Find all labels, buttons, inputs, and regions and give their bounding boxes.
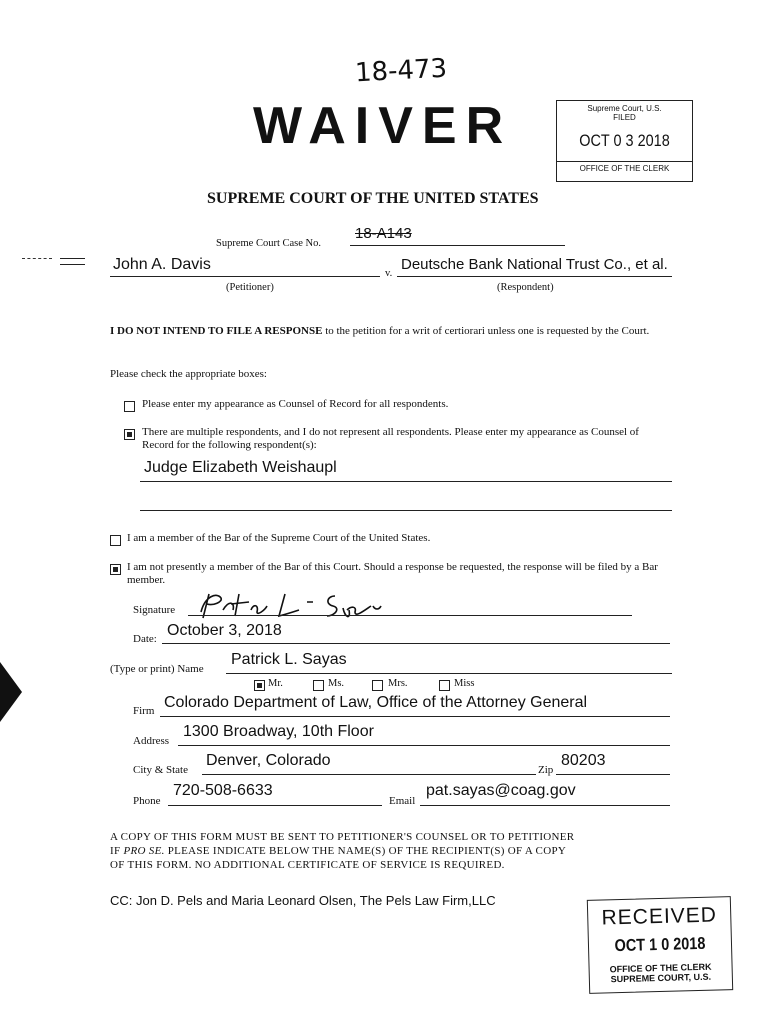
title-mr-label: Mr.	[268, 678, 283, 689]
cc-line: CC: Jon D. Pels and Maria Leonard Olsen, The Pels Law Firm,LLC	[110, 893, 496, 908]
name-value[interactable]: Patrick L. Sayas	[231, 651, 347, 668]
address-label: Address	[133, 735, 170, 747]
copy-notice-line-2	[110, 844, 680, 858]
margin-mark	[60, 258, 85, 259]
respondent-represented-line-2	[140, 510, 672, 511]
petitioner-label: (Petitioner)	[226, 282, 274, 293]
filed-stamp-court: Supreme Court, U.S.	[587, 104, 662, 113]
margin-mark	[22, 258, 52, 259]
name-line	[226, 673, 672, 674]
intro-paragraph	[110, 324, 675, 338]
firm-label: Firm	[133, 705, 155, 717]
respondent-line	[397, 276, 672, 277]
copy-notice-line-1: A COPY OF THIS FORM MUST BE SENT TO PETITIONER'S COUNSEL OR TO PETITIONER	[110, 831, 575, 843]
signature-line	[188, 615, 632, 616]
email-label: Email	[389, 795, 416, 807]
versus-label: v.	[385, 268, 393, 279]
title-ms-label: Ms.	[328, 678, 345, 689]
name-label: (Type or print) Name	[110, 663, 204, 675]
copy-notice-line-3: OF THIS FORM. NO ADDITIONAL CERTIFICATE OF SERVICE IS REQUIRED.	[110, 859, 505, 871]
respondent-represented[interactable]: Judge Elizabeth Weishaupl	[144, 459, 337, 476]
court-name: SUPREME COURT OF THE UNITED STATES	[207, 190, 539, 207]
phone-label: Phone	[133, 795, 161, 807]
date-line	[162, 643, 670, 644]
petitioner-line	[110, 276, 380, 277]
not-bar-member-label: I am not presently a member of the Bar of this Court. Should a response be requested, the response will be filed by a Bar member.	[127, 561, 658, 586]
not-bar-member-checkbox[interactable]	[110, 564, 121, 575]
received-stamp-date: OCT 1 0 2018	[614, 933, 706, 956]
title-mrs-label: Mrs.	[388, 678, 408, 689]
filed-stamp-office: OFFICE OF THE CLERK	[557, 161, 692, 173]
date-label: Date:	[133, 633, 157, 645]
firm-line	[160, 716, 670, 717]
zip-line	[556, 774, 670, 775]
city-value[interactable]: Denver, Colorado	[206, 752, 331, 769]
case-number-label: Supreme Court Case No.	[216, 238, 321, 249]
petitioner-name: John A. Davis	[113, 256, 211, 273]
copy-notice-rest: PLEASE INDICATE BELOW THE NAME(S) OF THE RECIPIENT(S) OF A COPY	[164, 845, 567, 857]
scan-artifact	[0, 662, 22, 722]
option-multiple-respondents-label: There are multiple respondents, and I do not represent all respondents. Please enter my appearance as Counsel of Record for the following respondent(s):	[142, 426, 639, 451]
filed-stamp-filed: FILED	[613, 113, 636, 122]
email-line	[420, 805, 670, 806]
page-title: WAIVER	[253, 97, 513, 155]
address-line	[178, 745, 670, 746]
copy-notice-pro-se: PRO SE.	[123, 845, 165, 857]
received-stamp-title: RECEIVED	[601, 903, 718, 930]
city-label: City & State	[133, 764, 188, 776]
title-mr-checkbox[interactable]	[254, 680, 265, 691]
intro-rest: to the petition for a writ of certiorari unless one is requested by the Court.	[322, 325, 650, 337]
margin-mark	[60, 264, 85, 265]
title-miss-label: Miss	[454, 678, 475, 689]
phone-value[interactable]: 720-508-6633	[173, 782, 273, 799]
respondent-represented-line	[140, 481, 672, 482]
copy-notice-if: IF	[110, 845, 124, 857]
title-miss-checkbox[interactable]	[439, 680, 450, 691]
case-number-line	[350, 245, 565, 246]
email-value[interactable]: pat.sayas@coag.gov	[426, 782, 576, 799]
bar-member-checkbox[interactable]	[110, 535, 121, 546]
filed-stamp	[556, 100, 693, 182]
title-ms-checkbox[interactable]	[313, 680, 324, 691]
date-value[interactable]: October 3, 2018	[167, 622, 282, 639]
received-stamp-office: OFFICE OF THE CLERK	[609, 961, 712, 975]
firm-value[interactable]: Colorado Department of Law, Office of the Attorney General	[164, 694, 588, 711]
filed-stamp-date: OCT 0 3 2018	[579, 131, 670, 150]
option-multiple-respondents-checkbox[interactable]	[124, 429, 135, 440]
address-value[interactable]: 1300 Broadway, 10th Floor	[183, 723, 374, 740]
handwritten-case-number: 18-473	[354, 53, 448, 89]
intro-bold: I DO NOT INTEND TO FILE A RESPONSE	[110, 325, 323, 337]
signature-image	[195, 588, 385, 626]
title-mrs-checkbox[interactable]	[372, 680, 383, 691]
zip-label: Zip	[538, 764, 554, 776]
option-all-respondents-label: Please enter my appearance as Counsel of Record for all respondents.	[142, 398, 449, 410]
case-number-value: 18-A143	[355, 225, 412, 242]
phone-line	[168, 805, 382, 806]
received-stamp-court: SUPREME COURT, U.S.	[610, 971, 712, 985]
signature-label: Signature	[133, 604, 176, 616]
respondent-label: (Respondent)	[497, 282, 554, 293]
copy-notice	[110, 830, 680, 872]
received-stamp	[587, 896, 733, 994]
city-line	[202, 774, 536, 775]
respondent-name: Deutsche Bank National Trust Co., et al.	[401, 256, 668, 273]
zip-value[interactable]: 80203	[561, 752, 606, 769]
option-all-respondents-checkbox[interactable]	[124, 401, 135, 412]
bar-member-label: I am a member of the Bar of the Supreme Court of the United States.	[127, 532, 431, 544]
check-prompt: Please check the appropriate boxes:	[110, 368, 267, 380]
